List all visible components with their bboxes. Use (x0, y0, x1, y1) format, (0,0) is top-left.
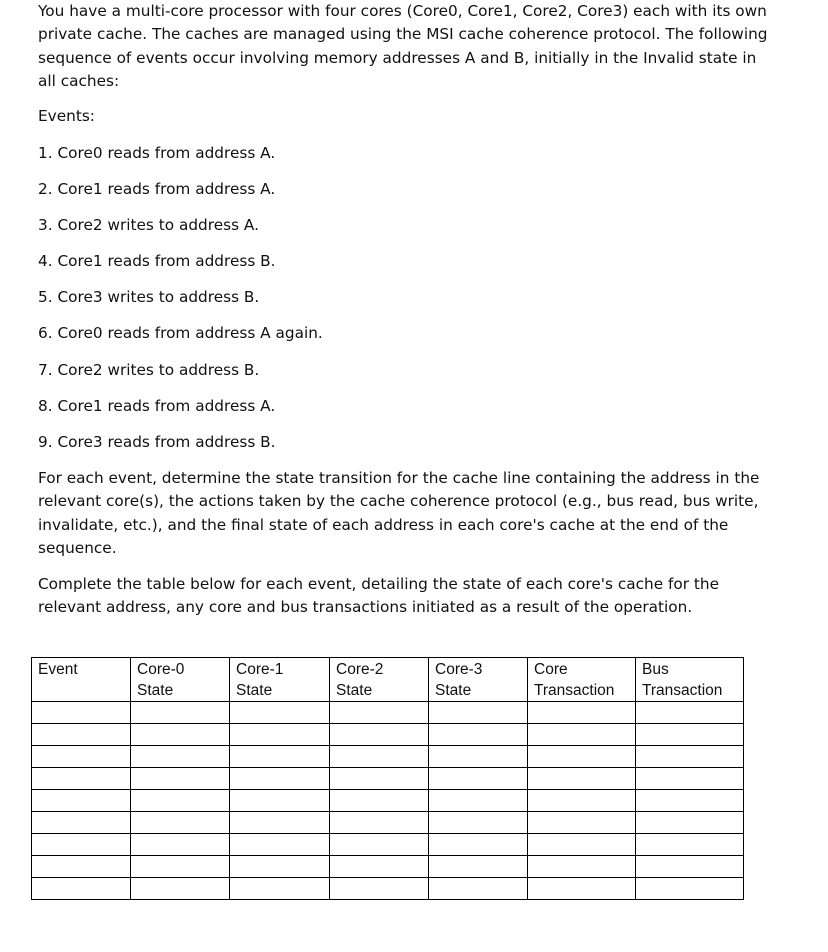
table-cell[interactable] (528, 834, 636, 856)
table-cell[interactable] (528, 724, 636, 746)
table-cell[interactable] (330, 834, 429, 856)
table-cell[interactable] (636, 702, 744, 724)
table-row (32, 878, 744, 900)
table-cell[interactable] (32, 768, 131, 790)
event-item-4: 4. Core1 reads from address B. (38, 252, 276, 270)
table-cell[interactable] (131, 768, 230, 790)
event-item-1: 1. Core0 reads from address A. (38, 144, 276, 162)
table-row (32, 768, 744, 790)
table-cell[interactable] (429, 812, 528, 834)
table-row (32, 856, 744, 878)
table-cell[interactable] (230, 812, 330, 834)
table-cell[interactable] (330, 724, 429, 746)
table-cell[interactable] (32, 878, 131, 900)
table-row (32, 746, 744, 768)
event-item-9: 9. Core3 reads from address B. (38, 433, 276, 451)
table-row (32, 834, 744, 856)
table-cell[interactable] (330, 746, 429, 768)
table-cell[interactable] (330, 856, 429, 878)
intro-paragraph: You have a multi-core processor with four cores (Core0, Core1, Core2, Core3) each with its own private cache. The caches are managed using the MSI cache coherence protocol. The following sequence of events occur involving memory addresses A and B, initially in the Invalid state in all caches: (38, 2, 768, 90)
table-cell[interactable] (230, 746, 330, 768)
table-cell[interactable] (230, 878, 330, 900)
event-item-7: 7. Core2 writes to address B. (38, 361, 260, 379)
table-cell[interactable] (528, 768, 636, 790)
header-core3-state: Core-3 State (429, 658, 528, 702)
event-item-2: 2. Core1 reads from address A. (38, 180, 276, 198)
table-cell[interactable] (528, 812, 636, 834)
table-cell[interactable] (528, 878, 636, 900)
table-header-row (32, 658, 744, 702)
table-row (32, 790, 744, 812)
header-core0-state: Core-0 State (131, 658, 230, 702)
instructions-paragraph: For each event, determine the state transition for the cache line containing the address in the relevant core(s), the actions taken by the cache coherence protocol (e.g., bus read, bus write, invalidate, etc.), and the final state of each address in each core's cache at the end of the sequence. (38, 469, 760, 557)
table-cell[interactable] (131, 790, 230, 812)
table-cell[interactable] (330, 702, 429, 724)
event-item-8: 8. Core1 reads from address A. (38, 397, 276, 415)
table-cell[interactable] (636, 812, 744, 834)
table-cell[interactable] (230, 768, 330, 790)
table-cell[interactable] (32, 790, 131, 812)
event-item-3: 3. Core2 writes to address A. (38, 216, 259, 234)
table-cell[interactable] (429, 856, 528, 878)
table-cell[interactable] (429, 768, 528, 790)
table-cell[interactable] (32, 702, 131, 724)
table-cell[interactable] (32, 812, 131, 834)
table-cell[interactable] (131, 856, 230, 878)
table-cell[interactable] (636, 878, 744, 900)
table-cell[interactable] (429, 878, 528, 900)
table-prompt-paragraph: Complete the table below for each event, detailing the state of each core's cache for the relevant address, any core and bus transactions initiated as a result of the operation. (38, 575, 719, 617)
table-cell[interactable] (131, 834, 230, 856)
table-cell[interactable] (32, 834, 131, 856)
table-cell[interactable] (230, 702, 330, 724)
table-cell[interactable] (429, 834, 528, 856)
table-cell[interactable] (330, 878, 429, 900)
table-cell[interactable] (330, 768, 429, 790)
table-cell[interactable] (636, 790, 744, 812)
table-cell[interactable] (636, 724, 744, 746)
table-cell[interactable] (528, 746, 636, 768)
table-row (32, 724, 744, 746)
table-cell[interactable] (429, 790, 528, 812)
table-cell[interactable] (230, 724, 330, 746)
table-cell[interactable] (528, 702, 636, 724)
header-event: Event (32, 658, 131, 702)
header-core-transaction: Core Transaction (528, 658, 636, 702)
answer-table (31, 657, 744, 900)
table-cell[interactable] (636, 856, 744, 878)
table-cell[interactable] (131, 724, 230, 746)
table-cell[interactable] (528, 856, 636, 878)
table-cell[interactable] (230, 856, 330, 878)
header-core1-state: Core-1 State (230, 658, 330, 702)
table-cell[interactable] (32, 746, 131, 768)
table-row (32, 702, 744, 724)
table-cell[interactable] (429, 746, 528, 768)
event-item-6: 6. Core0 reads from address A again. (38, 324, 323, 342)
table-cell[interactable] (636, 746, 744, 768)
table-cell[interactable] (131, 702, 230, 724)
table-cell[interactable] (131, 812, 230, 834)
table-cell[interactable] (330, 790, 429, 812)
table-cell[interactable] (131, 746, 230, 768)
events-heading: Events: (38, 107, 95, 125)
table-cell[interactable] (32, 856, 131, 878)
event-item-5: 5. Core3 writes to address B. (38, 288, 260, 306)
table-cell[interactable] (429, 724, 528, 746)
header-core2-state: Core-2 State (330, 658, 429, 702)
table-cell[interactable] (528, 790, 636, 812)
table-cell[interactable] (636, 768, 744, 790)
table-cell[interactable] (32, 724, 131, 746)
header-bus-transaction: Bus Transaction (636, 658, 744, 702)
table-cell[interactable] (429, 702, 528, 724)
table-cell[interactable] (131, 878, 230, 900)
table-cell[interactable] (230, 834, 330, 856)
table-cell[interactable] (230, 790, 330, 812)
table-cell[interactable] (636, 834, 744, 856)
table-row (32, 812, 744, 834)
table-cell[interactable] (330, 812, 429, 834)
table-body (32, 702, 744, 900)
